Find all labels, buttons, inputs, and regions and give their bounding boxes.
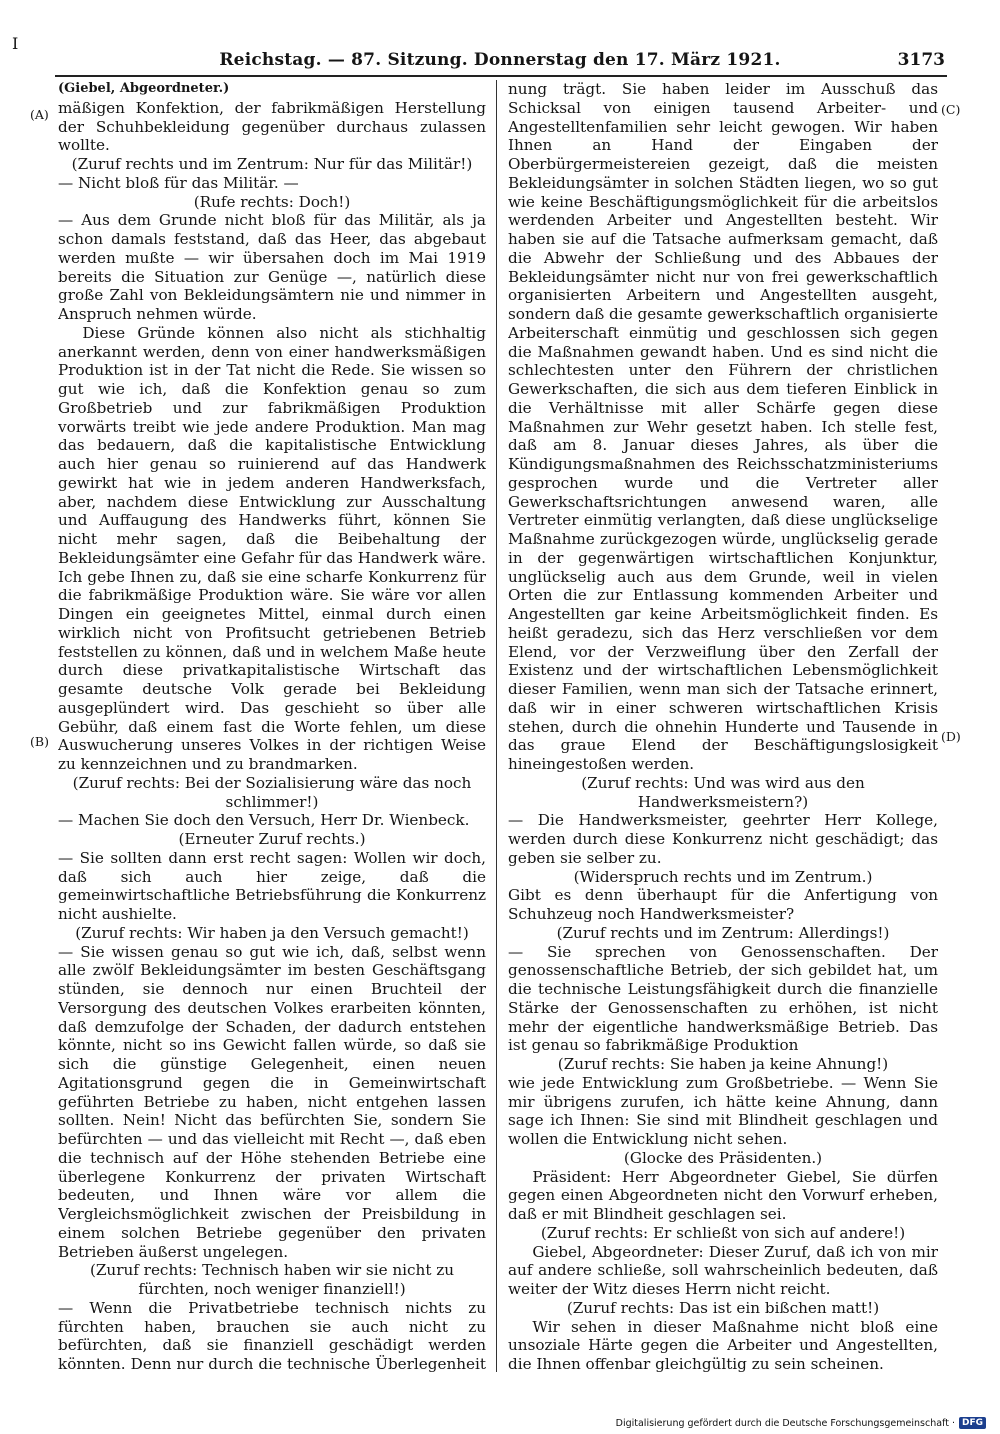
column-divider	[496, 80, 497, 1372]
right-column-paragraph: (Zuruf rechts: Sie haben ja keine Ahnung!)	[557, 1055, 889, 1073]
margin-mark: I	[12, 34, 19, 53]
right-column-paragraph: — Sie sprechen von Genossenschaften. Der genossenschaftliche Betrieb, der sich gebildet hat, um die technische Leistungsfähigkeit durch die finanzielle Stärke der Genossenschaften zu erhöhen, ist nicht mehr der eigentliche handwerksmäßige Betrieb. Das ist genau so fabrikmäßige Produktion	[508, 942, 938, 1055]
right-column	[508, 80, 938, 1372]
left-column-paragraph: — Machen Sie doch den Versuch, Herr Dr. Wienbeck.	[58, 811, 470, 830]
left-column-paragraph: — Sie sollten dann erst recht sagen: Wollen wir doch, daß sich auch hier zeige, daß die gemeinwirtschaftliche Betriebsführung die Konkurrenz nicht aushielte.	[58, 848, 486, 923]
left-column-paragraph: (Zuruf rechts und im Zentrum: Nur für das Militär!)	[71, 155, 473, 173]
dfg-logo-icon: DFG	[959, 1417, 986, 1429]
page-number: 3173	[897, 50, 945, 70]
footer-credit: Digitalisierung gefördert durch die Deutsche Forschungsgemeinschaft ·	[615, 1417, 955, 1429]
right-column-paragraph: (Zuruf rechts: Er schließt von sich auf andere!)	[540, 1223, 906, 1242]
right-column-paragraph: (Zuruf rechts: Und was wird aus den Handwerksmeistern?)	[581, 773, 865, 811]
right-column-paragraph: Gibt es denn überhaupt für die Anfertigung von Schuhzeug noch Handwerksmeister?	[508, 886, 938, 923]
left-column-paragraph: Diese Gründe können also nicht als stichhaltig anerkannt werden, denn von einer handwerksmäßigen Produktion ist in der Tat nicht die Rede. Sie wissen so gut wie ich, daß die Konfektion genau so zum Großbetrieb und zur fabrikmäßigen Produktion vorwärts treibt wie jede andere Produktion. Man mag das bedauern, daß die kapitalistische Entwicklung auch hier genau so ruinierend auf das Handwerk gewirkt hat wie in jedem anderen Handwerksfach, aber, nachdem diese Entwicklung zur Ausschaltung und Auffaugung des Handwerks führt, können Sie nicht mehr sagen, daß die Beibehaltung der Bekleidungsämter eine Gefahr für das Handwerk wäre. Ich gebe Ihnen zu, daß sie eine scharfe Konkurrenz für die fabrikmäßige Produktion wäre. Sie wäre vor allen Dingen ein geeignetes Mittel, einmal durch einen wirklich nicht von Profitsucht getriebenen Betrieb feststellen zu können, daß und in welchem Maße heute durch diese privatkapitalistische Wirtschaft das gesamte deutsche Volk gerade bei Bekleidung ausgeplündert wird. Das geschieht so über alle Gebühr, daß einem fast die Worte fehlen, um diese Auswucherung unseres Volkes in der richtigen Weise zu kennzeichnen und zu brandmarken.	[58, 323, 486, 773]
left-column-paragraph: — Wenn die Privatbetriebe technisch nichts zu fürchten haben, brauchen sie auch nicht zu befürchten, daß sie finanziell geschädigt werden könnten. Denn nur durch die technische Überlegenheit	[58, 1298, 486, 1372]
marker-d: (D)	[941, 729, 961, 744]
marker-a: (A)	[30, 107, 49, 122]
left-column-paragraph: (Rufe rechts: Doch!)	[193, 192, 351, 211]
right-column-paragraph: nung trägt. Sie haben leider im Ausschuß das Schicksal von einigen tausend Arbeiter- und Angestelltenfamilien sehr leicht gewogen. Wir haben Ihnen an Hand der Eingaben der Oberbürgermeistereien gezeigt, daß die meisten Bekleidungsämter in solchen Städten liegen, wo so gut wie keine Beschäftigungsmöglichkeit für die arbeitslos werdenden Arbeiter und Angestellten besteht. Wir haben sie auf die Tatsache aufmerksam gemacht, daß die Abwehr der Schließung und des Abbaues der Bekleidungsämter nicht nur von frei gewerkschaftlich organisierten Arbeitern und Angestellten ausgeht, sondern daß die gesamte gewerkschaftlich organisierte Arbeiterschaft einmütig und geschlossen sich gegen die Maßnahmen gewandt haben. Und es sind nicht die schlechtesten unter den Führern der christlichen Gewerkschaften, die sich aus dem tieferen Einblick in die Verhältnisse mit aller Schärfe gegen diese Maßnahmen zur Wehr gesetzt haben. Ich stelle fest, daß am 8. Januar dieses Jahres, als über die Kündigungsmaßnahmen des Reichsschatzministeriums gesprochen wurde und die Vertreter aller Gewerkschaftsrichtungen anwesend waren, alle Vertreter einmütig verlangten, daß diese unglückselige Maßnahme zurückgezogen würde, unglückselig gerade in der gegenwärtigen wirtschaftlichen Konjunktur, unglückselig auch aus dem Grunde, weil in vielen Orten die zur Entlassung kommenden Arbeiter und Angestellten gar keine Arbeitsmöglichkeit finden. Es heißt geradezu, sich das Herz verschließen vor dem Elend, vor der Verzweiflung über den Zerfall der Existenz und der wirtschaftlichen Lebensmöglichkeit dieser Familien, wenn man sich der Tatsache erinnert, daß wir in einer schweren wirtschaftlichen Krisis stehen, durch die ohnehin Hunderte und Tausende in das graue Elend der Beschäftigungslosigkeit hineingestoßen werden.	[508, 80, 938, 773]
left-column	[58, 80, 486, 1372]
header-rule	[55, 75, 947, 77]
left-column-paragraph: — Sie wissen genau so gut wie ich, daß, selbst wenn alle zwölf Bekleidungsämter im besten Geschäftsgang stünden, sie dennoch nur einen Bruchteil der Versorgung des deutschen Volkes erarbeiten könnten, daß demzufolge der Schaden, der dadurch entstehen könnte, nicht so ins Gewicht fallen würde, so daß sie sich die günstige Gelegenheit, einen neuen Agitationsgrund gegen die in Gemeinwirtschaft geführten Betriebe zu haben, nicht entgehen lassen sollten. Nein! Nicht das befürchten Sie, sondern Sie befürchten — und das vielleicht mit Recht —, daß eben die technisch auf der Höhe stehenden Betriebe eine überlegene Konkurrenz der privaten Wirtschaft bedeuten, und Ihnen wäre vor allem die Vergleichsmöglichkeit zwischen der Preisbildung in einem solchen Betriebe gegenüber den privaten Betrieben äußerst ungelegen.	[58, 942, 486, 1261]
right-column-paragraph: — Die Handwerksmeister, geehrter Herr Kollege, werden durch diese Konkurrenz nicht geschädigt; das geben sie selber zu.	[508, 811, 938, 867]
right-column-paragraph: (Zuruf rechts: Das ist ein bißchen matt!)	[566, 1298, 880, 1317]
page-header	[55, 50, 945, 76]
right-column-paragraph: (Widerspruch rechts und im Zentrum.)	[573, 867, 873, 886]
right-column-paragraph: Präsident: Herr Abgeordneter Giebel, Sie dürfen gegen einen Abgeordneten nicht den Vorwurf erheben, daß er mit Blindheit geschlagen sei.	[508, 1167, 938, 1223]
right-column-paragraph: wie jede Entwicklung zum Großbetriebe. — Wenn Sie mir übrigens zurufen, ich hätte keine Ahnung, dann sage ich Ihnen: Sie sind mit Blindheit geschlagen und wollen die Entwicklung nicht sehen.	[508, 1073, 938, 1148]
marker-b: (B)	[30, 734, 49, 749]
left-column-paragraph: (Giebel, Abgeordneter.)	[58, 81, 230, 96]
right-column-paragraph: Wir sehen in dieser Maßnahme nicht bloß eine unsoziale Härte gegen die Arbeiter und Angestellten, die Ihnen offenbar gleichgültig zu sein scheinen.	[508, 1317, 938, 1372]
marker-c: (C)	[941, 102, 961, 117]
left-column-paragraph: (Zuruf rechts: Wir haben ja den Versuch gemacht!)	[75, 923, 469, 942]
left-column-paragraph: (Zuruf rechts: Technisch haben wir sie nicht zu fürchten, noch weniger finanziell!)	[89, 1261, 455, 1298]
left-column-paragraph: (Zuruf rechts: Bei der Sozialisierung wäre das noch schlimmer!)	[72, 773, 472, 811]
left-column-paragraph: — Nicht bloß für das Militär. —	[58, 173, 299, 192]
right-column-paragraph: Giebel, Abgeordneter: Dieser Zuruf, daß ich von mir auf andere schließe, soll wahrscheinlich bedeuten, daß weiter der Witz dieses Herrn nicht reicht.	[508, 1242, 938, 1298]
right-column-paragraph: (Glocke des Präsidenten.)	[623, 1148, 823, 1167]
left-column-paragraph: mäßigen Konfektion, der fabrikmäßigen Herstellung der Schuhbekleidung gegenüber durchaus zulassen wollte.	[58, 98, 486, 155]
running-head: Reichstag. — 87. Sitzung. Donnerstag den 17. März 1921.	[219, 50, 781, 70]
footer	[616, 1417, 986, 1429]
left-column-paragraph: — Aus dem Grunde nicht bloß für das Militär, als ja schon damals feststand, daß das Heer, das abgebaut werden mußte — wir übersahen doch im Mai 1919 bereits die Situation zur Genüge —, natürlich diese große Zahl von Bekleidungsämtern nie und nimmer in Anspruch nehmen würde.	[58, 211, 486, 323]
left-column-paragraph: (Erneuter Zuruf rechts.)	[178, 830, 366, 848]
right-column-paragraph: (Zuruf rechts und im Zentrum: Allerdings!)	[556, 923, 890, 942]
